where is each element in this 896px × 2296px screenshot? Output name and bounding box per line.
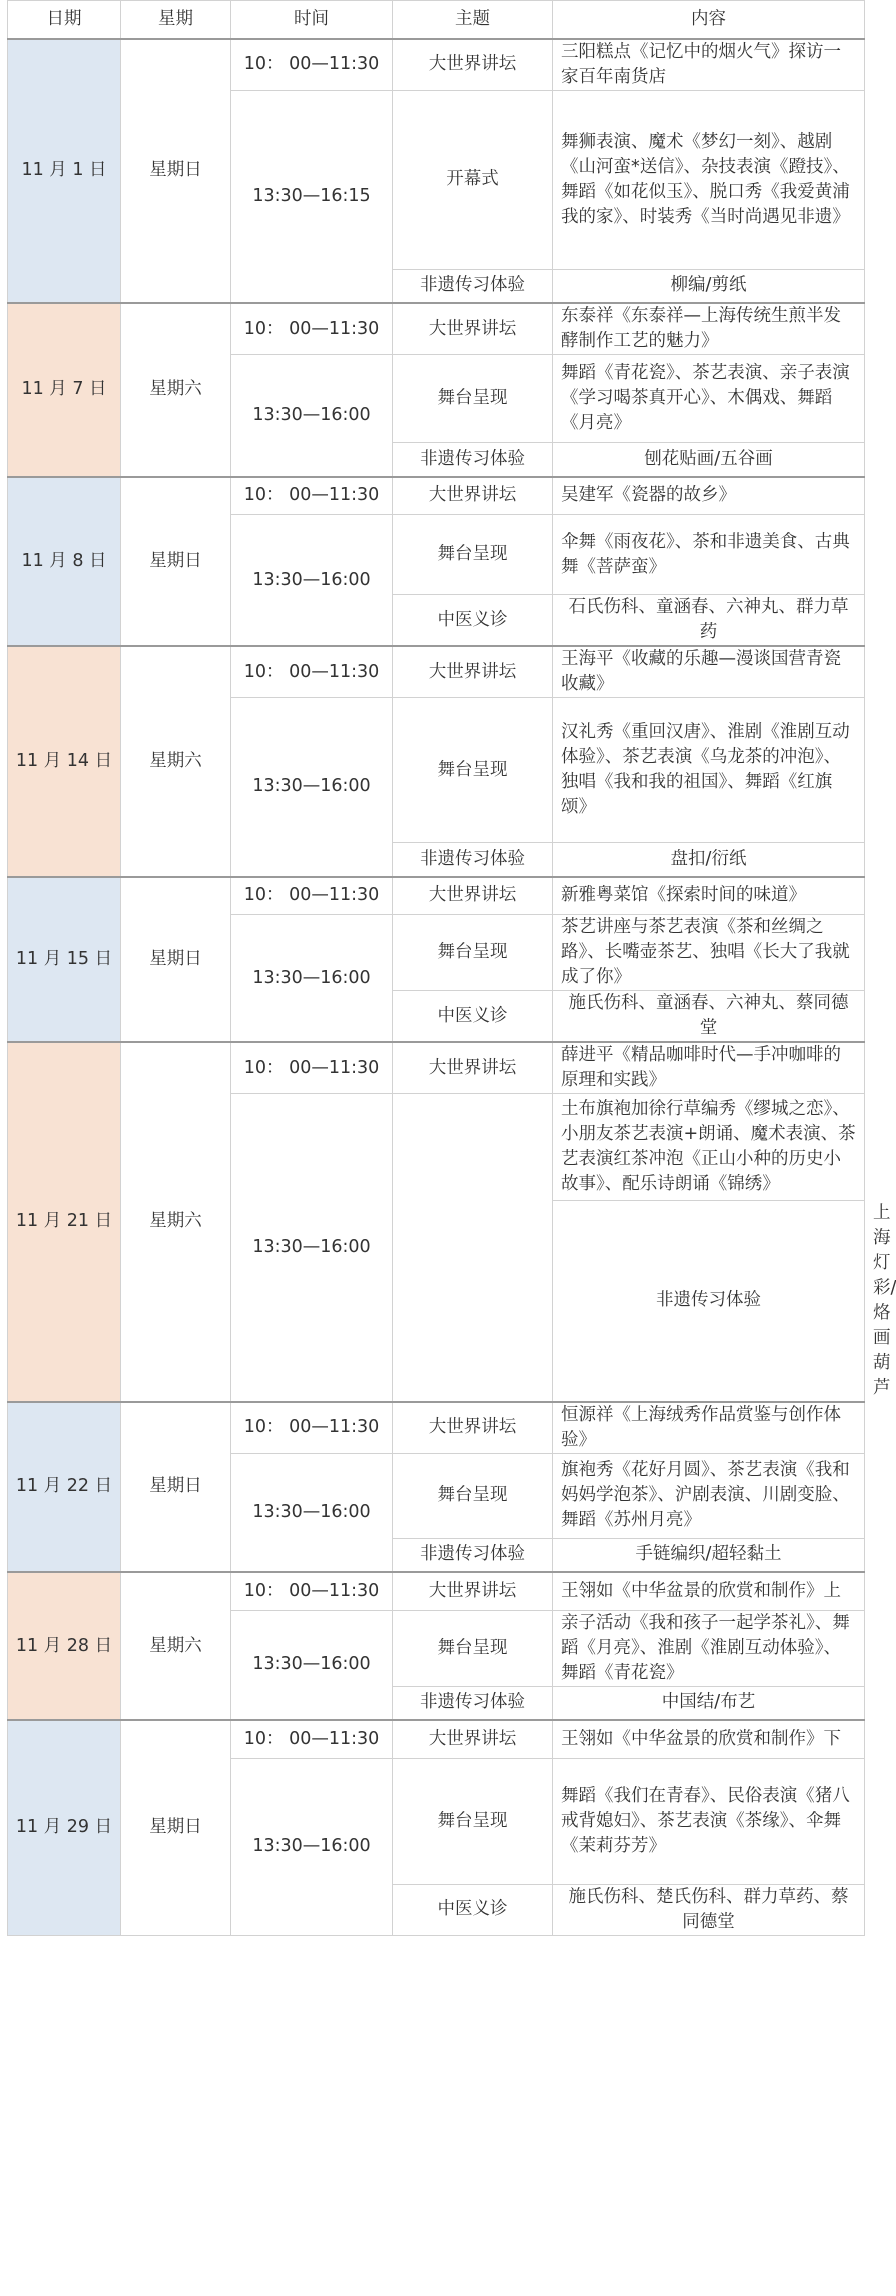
time-cell: 10： 00—11:30 [231, 1572, 393, 1610]
theme-cell: 中医义诊 [393, 595, 553, 647]
table-row [8, 646, 865, 698]
date-cell: 11 月 8 日 [8, 477, 121, 647]
time-cell: 13:30—16:00 [231, 1758, 393, 1935]
theme-cell: 非遗传习体验 [393, 843, 553, 877]
theme-cell: 大世界讲坛 [393, 877, 553, 915]
theme-cell: 舞台呈现 [393, 1610, 553, 1686]
date-cell: 11 月 14 日 [8, 646, 121, 877]
content-cell: 土布旗袍加徐行草编秀《缪城之恋》、小朋友茶艺表演+朗诵、魔术表演、茶艺表演红茶冲泡《正山小种的历史小故事》、配乐诗朗诵《锦绣》 [553, 1094, 865, 1201]
time-cell: 10： 00—11:30 [231, 877, 393, 915]
header-theme: 主题 [393, 1, 553, 39]
content-cell: 舞蹈《青花瓷》、茶艺表演、亲子表演《学习喝茶真开心》、木偶戏、舞蹈《月亮》 [553, 355, 865, 443]
content-cell: 薛进平《精品咖啡时代—手冲咖啡的原理和实践》 [553, 1042, 865, 1094]
theme-cell: 大世界讲坛 [393, 1402, 553, 1454]
theme-cell: 舞台呈现 [393, 355, 553, 443]
content-cell: 石氏伤科、童涵春、六神丸、群力草药 [553, 595, 865, 647]
time-cell: 13:30—16:00 [231, 1453, 393, 1572]
time-cell: 13:30—16:00 [231, 1094, 393, 1402]
theme-cell: 非遗传习体验 [393, 269, 553, 303]
table-row [8, 1402, 865, 1454]
content-cell: 施氏伤科、童涵春、六神丸、蔡同德堂 [553, 991, 865, 1043]
content-cell: 王海平《收藏的乐趣—漫谈国营青瓷收藏》 [553, 646, 865, 698]
content-cell: 东泰祥《东泰祥—上海传统生煎半发酵制作工艺的魅力》 [553, 303, 865, 355]
header-content: 内容 [553, 1, 865, 39]
table-row [8, 39, 865, 91]
content-cell: 盘扣/衍纸 [553, 843, 865, 877]
content-cell: 王翎如《中华盆景的欣赏和制作》下 [553, 1720, 865, 1758]
date-cell: 11 月 29 日 [8, 1720, 121, 1935]
header-row [8, 1, 865, 39]
theme-cell: 大世界讲坛 [393, 39, 553, 91]
theme-cell: 开幕式 [393, 90, 553, 269]
content-cell: 王翎如《中华盆景的欣赏和制作》上 [553, 1572, 865, 1610]
content-cell: 舞蹈《我们在青春》、民俗表演《猪八戒背媳妇》、茶艺表演《茶缘》、伞舞《茉莉芬芳》 [553, 1758, 865, 1884]
weekday-cell: 星期六 [121, 1572, 231, 1720]
content-cell: 伞舞《雨夜花》、茶和非遗美食、古典舞《菩萨蛮》 [553, 515, 865, 595]
table-row [8, 303, 865, 355]
header-date: 日期 [8, 1, 121, 39]
time-cell: 13:30—16:00 [231, 355, 393, 477]
time-cell: 10： 00—11:30 [231, 477, 393, 515]
date-cell: 11 月 28 日 [8, 1572, 121, 1720]
theme-cell [393, 1094, 553, 1402]
weekday-cell: 星期日 [121, 877, 231, 1043]
theme-cell: 中医义诊 [393, 1884, 553, 1935]
theme-cell: 舞台呈现 [393, 915, 553, 991]
table-row [8, 1042, 865, 1094]
time-cell: 13:30—16:00 [231, 698, 393, 877]
theme-cell: 非遗传习体验 [393, 443, 553, 477]
theme-cell: 非遗传习体验 [553, 1201, 865, 1402]
weekday-cell: 星期六 [121, 303, 231, 477]
theme-cell: 舞台呈现 [393, 698, 553, 843]
time-cell: 13:30—16:15 [231, 90, 393, 303]
schedule-table [7, 0, 896, 1936]
weekday-cell: 星期日 [121, 39, 231, 304]
date-cell: 11 月 1 日 [8, 39, 121, 304]
table-row [8, 1572, 865, 1610]
weekday-cell: 星期六 [121, 1042, 231, 1402]
theme-cell: 大世界讲坛 [393, 477, 553, 515]
theme-cell: 舞台呈现 [393, 1453, 553, 1538]
header-time: 时间 [231, 1, 393, 39]
time-cell: 10： 00—11:30 [231, 1042, 393, 1094]
time-cell: 10： 00—11:30 [231, 646, 393, 698]
time-cell: 10： 00—11:30 [231, 1720, 393, 1758]
time-cell: 13:30—16:00 [231, 1610, 393, 1720]
theme-cell: 大世界讲坛 [393, 1572, 553, 1610]
theme-cell: 大世界讲坛 [393, 1042, 553, 1094]
theme-cell: 中医义诊 [393, 991, 553, 1043]
content-cell: 手链编织/超轻黏土 [553, 1538, 865, 1572]
weekday-cell: 星期日 [121, 1720, 231, 1935]
time-cell: 13:30—16:00 [231, 915, 393, 1043]
content-cell: 旗袍秀《花好月圆》、茶艺表演《我和妈妈学泡茶》、沪剧表演、川剧变脸、舞蹈《苏州月亮》 [553, 1453, 865, 1538]
theme-cell: 大世界讲坛 [393, 646, 553, 698]
content-cell: 柳编/剪纸 [553, 269, 865, 303]
schedule-body [8, 39, 896, 1936]
content-cell: 汉礼秀《重回汉唐》、淮剧《淮剧互动体验》、茶艺表演《乌龙茶的冲泡》、独唱《我和我的祖国》、舞蹈《红旗颂》 [553, 698, 865, 843]
content-cell: 茶艺讲座与茶艺表演《茶和丝绸之路》、长嘴壶茶艺、独唱《长大了我就成了你》 [553, 915, 865, 991]
time-cell: 10： 00—11:30 [231, 1402, 393, 1454]
theme-cell: 舞台呈现 [393, 515, 553, 595]
header-weekday: 星期 [121, 1, 231, 39]
table-row: 非遗传习体验 上海灯彩/烙画葫芦 [8, 1201, 865, 1402]
date-cell: 11 月 15 日 [8, 877, 121, 1043]
table-row [8, 1720, 865, 1758]
theme-cell: 大世界讲坛 [393, 303, 553, 355]
weekday-cell: 星期日 [121, 1402, 231, 1573]
content-cell: 施氏伤科、楚氏伤科、群力草药、蔡同德堂 [553, 1884, 865, 1935]
time-cell: 10： 00—11:30 [231, 39, 393, 91]
content-cell: 中国结/布艺 [553, 1686, 865, 1720]
content-cell: 舞狮表演、魔术《梦幻一刻》、越剧《山河蛮*送信》、杂技表演《蹬技》、舞蹈《如花似玉》、脱口秀《我爱黄浦我的家》、时装秀《当时尚遇见非遗》 [553, 90, 865, 269]
content-cell: 新雅粤菜馆《探索时间的味道》 [553, 877, 865, 915]
date-cell: 11 月 7 日 [8, 303, 121, 477]
theme-cell: 非遗传习体验 [393, 1538, 553, 1572]
content-cell: 亲子活动《我和孩子一起学茶礼》、舞蹈《月亮》、淮剧《淮剧互动体验》、舞蹈《青花瓷》 [553, 1610, 865, 1686]
time-cell: 10： 00—11:30 [231, 303, 393, 355]
date-cell: 11 月 22 日 [8, 1402, 121, 1573]
content-cell: 恒源祥《上海绒秀作品赏鉴与创作体验》 [553, 1402, 865, 1454]
theme-cell: 大世界讲坛 [393, 1720, 553, 1758]
theme-cell: 舞台呈现 [393, 1758, 553, 1884]
theme-cell: 非遗传习体验 [393, 1686, 553, 1720]
table-row [8, 877, 865, 915]
time-cell: 13:30—16:00 [231, 515, 393, 647]
content-cell: 刨花贴画/五谷画 [553, 443, 865, 477]
date-cell: 11 月 21 日 [8, 1042, 121, 1402]
table-row [8, 477, 865, 515]
content-cell: 三阳糕点《记忆中的烟火气》探访一家百年南货店 [553, 39, 865, 91]
weekday-cell: 星期日 [121, 477, 231, 647]
content-cell: 吴建军《瓷器的故乡》 [553, 477, 865, 515]
weekday-cell: 星期六 [121, 646, 231, 877]
